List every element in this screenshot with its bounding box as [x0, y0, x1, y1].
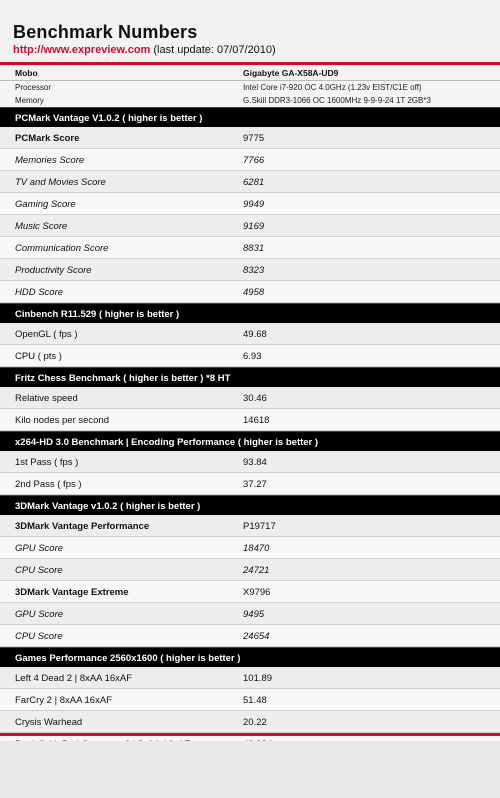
top-divider: [0, 62, 500, 65]
row-value: 49.68: [243, 329, 267, 340]
row-label: 3DMark Vantage Extreme: [15, 587, 129, 598]
row-label: GPU Score: [15, 543, 64, 554]
row-label: CPU ( pts ): [15, 351, 62, 362]
row-value: 14618: [243, 415, 270, 426]
table-row: [0, 409, 500, 431]
row-label: Communication Score: [15, 243, 109, 254]
row-value: 24654: [243, 631, 270, 642]
section-header: [0, 303, 500, 323]
table-row: [0, 515, 500, 537]
memory-value: G.Skill DDR3-1066 OC 1600MHz 9-9-9-24 1T 2GB*3: [243, 96, 431, 105]
row-label: Left 4 Dead 2 | 8xAA 16xAF: [15, 673, 133, 684]
row-label: Gaming Score: [15, 199, 76, 210]
table-row: [0, 451, 500, 473]
row-label: Relative speed: [15, 393, 78, 404]
benchmark-table: [0, 66, 500, 755]
table-row: [0, 537, 500, 559]
row-value: 9495: [243, 609, 265, 620]
mobo-row: [0, 66, 500, 81]
sections-container: [0, 107, 500, 755]
footer-area: [0, 741, 500, 798]
section-title: Games Performance 2560x1600 ( higher is better ): [15, 653, 241, 664]
processor-row: [0, 81, 500, 94]
row-label: GPU Score: [15, 609, 64, 620]
row-value: 101.89: [243, 673, 273, 684]
table-row: [0, 171, 500, 193]
table-row: [0, 323, 500, 345]
section-header: [0, 431, 500, 451]
table-row: [0, 345, 500, 367]
table-row: [0, 193, 500, 215]
row-value: 6.93: [243, 351, 262, 362]
table-row: [0, 689, 500, 711]
row-label: Memories Score: [15, 155, 85, 166]
section-header: [0, 647, 500, 667]
row-label: Music Score: [15, 221, 68, 232]
table-row: [0, 387, 500, 409]
site-link[interactable]: http://www.expreview.com: [13, 44, 151, 56]
row-label: Kilo nodes per second: [15, 415, 110, 426]
row-value: 9775: [243, 133, 265, 144]
table-row: [0, 667, 500, 689]
table-row: [0, 473, 500, 495]
table-row: [0, 625, 500, 647]
row-value: 24721: [243, 565, 270, 576]
memory-label: Memory: [15, 96, 44, 105]
table-row: [0, 127, 500, 149]
row-value: 20.22: [243, 717, 267, 728]
row-value: 18470: [243, 543, 270, 554]
row-label: TV and Movies Score: [15, 177, 106, 188]
mobo-label: Mobo: [15, 68, 38, 78]
row-label: 1st Pass ( fps ): [15, 457, 79, 468]
table-row: [0, 237, 500, 259]
row-value: 6281: [243, 177, 265, 188]
row-label: PCMark Score: [15, 133, 80, 144]
processor-value: Intel Core i7-920 OC 4.0GHz (1.23v EIST/C1E off): [243, 83, 422, 92]
row-value: 8831: [243, 243, 265, 254]
row-value: 30.46: [243, 393, 267, 404]
bottom-divider: [0, 733, 500, 736]
processor-label: Processor: [15, 83, 52, 92]
row-label: 2nd Pass ( fps ): [15, 479, 82, 490]
row-value: 37.27: [243, 479, 267, 490]
row-value: 8323: [243, 265, 265, 276]
table-row: [0, 281, 500, 303]
header: [0, 0, 500, 62]
last-update: (last update: 07/07/2010): [153, 44, 276, 56]
section-header: [0, 107, 500, 127]
section-header: [0, 367, 500, 387]
row-label: FarCry 2 | 8xAA 16xAF: [15, 695, 112, 706]
row-label: 3DMark Vantage Performance: [15, 521, 150, 532]
table-row: [0, 215, 500, 237]
table-row: [0, 581, 500, 603]
section-header: [0, 495, 500, 515]
row-value: P19717: [243, 521, 276, 532]
row-value: 4958: [243, 287, 265, 298]
table-row: [0, 259, 500, 281]
row-label: Crysis Warhead: [15, 717, 83, 728]
row-value: 9169: [243, 221, 265, 232]
row-value: X9796: [243, 587, 271, 598]
row-label: Productivity Score: [15, 265, 92, 276]
section-title: 3DMark Vantage v1.0.2 ( higher is better ): [15, 501, 201, 512]
section-title: PCMark Vantage V1.0.2 ( higher is better ): [15, 113, 203, 124]
row-value: 93.84: [243, 457, 267, 468]
table-row: [0, 149, 500, 171]
section-title: Fritz Chess Benchmark ( higher is better ) *8 HT: [15, 373, 231, 384]
row-label: OpenGL ( fps ): [15, 329, 78, 340]
memory-row: [0, 94, 500, 107]
row-label: CPU Score: [15, 565, 63, 576]
page-title: Benchmark Numbers: [13, 22, 198, 42]
row-value: 9949: [243, 199, 265, 210]
row-value: 51.48: [243, 695, 267, 706]
table-row: [0, 603, 500, 625]
row-label: CPU Score: [15, 631, 63, 642]
section-title: x264-HD 3.0 Benchmark | Encoding Performance ( higher is better ): [15, 437, 319, 448]
row-label: HDD Score: [15, 287, 64, 298]
mobo-value: Gigabyte GA-X58A-UD9: [243, 68, 339, 78]
table-row: [0, 559, 500, 581]
section-title: Cinbench R11.529 ( higher is better ): [15, 309, 180, 320]
row-value: 7766: [243, 155, 265, 166]
subtitle-line: [13, 44, 276, 56]
table-row: [0, 711, 500, 733]
